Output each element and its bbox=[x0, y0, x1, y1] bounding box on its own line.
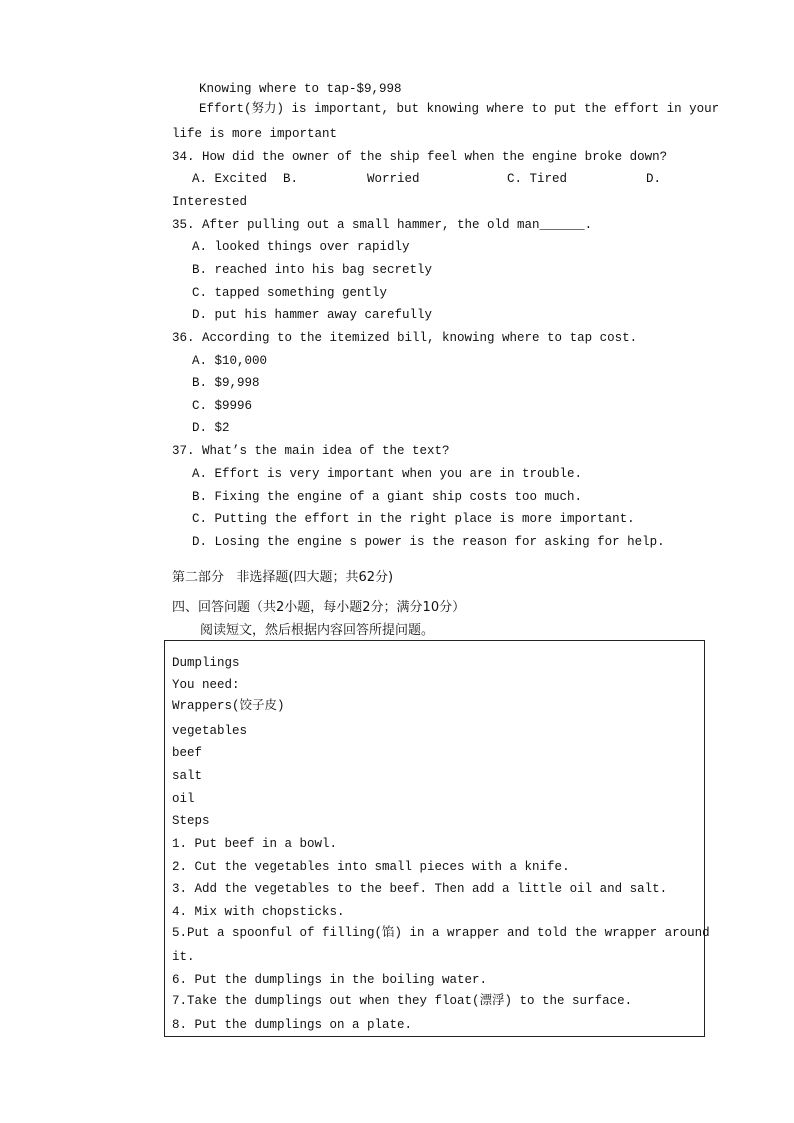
reading-instruction: 阅读短文，然后根据内容回答所提问题。 bbox=[200, 623, 435, 638]
recipe-step: 7.Take the dumplings out when they float(漂浮) to the surface. bbox=[172, 994, 633, 1008]
recipe-step-continued: it. bbox=[172, 950, 195, 964]
ingredient-item: beef bbox=[172, 746, 203, 760]
passage-line: life is more important bbox=[172, 127, 338, 141]
q35-option-a: A. looked things over rapidly bbox=[192, 240, 410, 254]
q34-option-b-text: Worried bbox=[367, 172, 420, 186]
passage-line: Effort(努力) is important, but knowing where to put the effort in your bbox=[199, 102, 720, 116]
q37-option-c: C. Putting the effort in the right place is more important. bbox=[192, 512, 635, 526]
q37-option-b: B. Fixing the engine of a giant ship costs too much. bbox=[192, 490, 583, 504]
q37-option-a: A. Effort is very important when you are in trouble. bbox=[192, 467, 583, 481]
q36-option-d: D. $2 bbox=[192, 421, 230, 435]
ingredient-item: Wrappers(饺子皮) bbox=[172, 699, 285, 713]
ingredient-item: oil bbox=[172, 792, 195, 806]
section-four-heading: 四、回答问题（共2小题，每小题2分；满分10分） bbox=[172, 600, 466, 615]
part-two-heading: 第二部分 非选择题(四大题；共62分) bbox=[172, 570, 394, 585]
q34-option-c: C. Tired bbox=[507, 172, 568, 186]
q34-option-b-letter: B. bbox=[283, 172, 299, 186]
question-37-stem: 37. What’s the main idea of the text? bbox=[172, 444, 450, 458]
recipe-title: Dumplings bbox=[172, 656, 240, 670]
q34-option-d-text: Interested bbox=[172, 195, 248, 209]
question-34-stem: 34. How did the owner of the ship feel when the engine broke down? bbox=[172, 150, 668, 164]
q34-option-d-letter: D. bbox=[646, 172, 662, 186]
recipe-steps-label: Steps bbox=[172, 814, 210, 828]
recipe-step: 8. Put the dumplings on a plate. bbox=[172, 1018, 413, 1032]
passage-line: Knowing where to tap-$9,998 bbox=[199, 82, 402, 96]
recipe-step: 2. Cut the vegetables into small pieces with a knife. bbox=[172, 860, 570, 874]
recipe-step: 3. Add the vegetables to the beef. Then add a little oil and salt. bbox=[172, 882, 668, 896]
q36-option-c: C. $9996 bbox=[192, 399, 253, 413]
q37-option-d: D. Losing the engine s power is the reason for asking for help. bbox=[192, 535, 665, 549]
ingredient-item: salt bbox=[172, 769, 203, 783]
question-36-stem: 36. According to the itemized bill, knowing where to tap cost. bbox=[172, 331, 638, 345]
recipe-step: 4. Mix with chopsticks. bbox=[172, 905, 345, 919]
question-35-stem: 35. After pulling out a small hammer, the old man______. bbox=[172, 218, 593, 232]
recipe-step: 6. Put the dumplings in the boiling water. bbox=[172, 973, 488, 987]
q36-option-b: B. $9,998 bbox=[192, 376, 260, 390]
ingredient-item: vegetables bbox=[172, 724, 248, 738]
q36-option-a: A. $10,000 bbox=[192, 354, 268, 368]
q34-option-a: A. Excited bbox=[192, 172, 268, 186]
recipe-step: 1. Put beef in a bowl. bbox=[172, 837, 338, 851]
q35-option-d: D. put his hammer away carefully bbox=[192, 308, 433, 322]
recipe-need-label: You need: bbox=[172, 678, 240, 692]
q35-option-c: C. tapped something gently bbox=[192, 286, 388, 300]
q35-option-b: B. reached into his bag secretly bbox=[192, 263, 433, 277]
recipe-step: 5.Put a spoonful of filling(馅) in a wrapper and told the wrapper around bbox=[172, 926, 710, 940]
